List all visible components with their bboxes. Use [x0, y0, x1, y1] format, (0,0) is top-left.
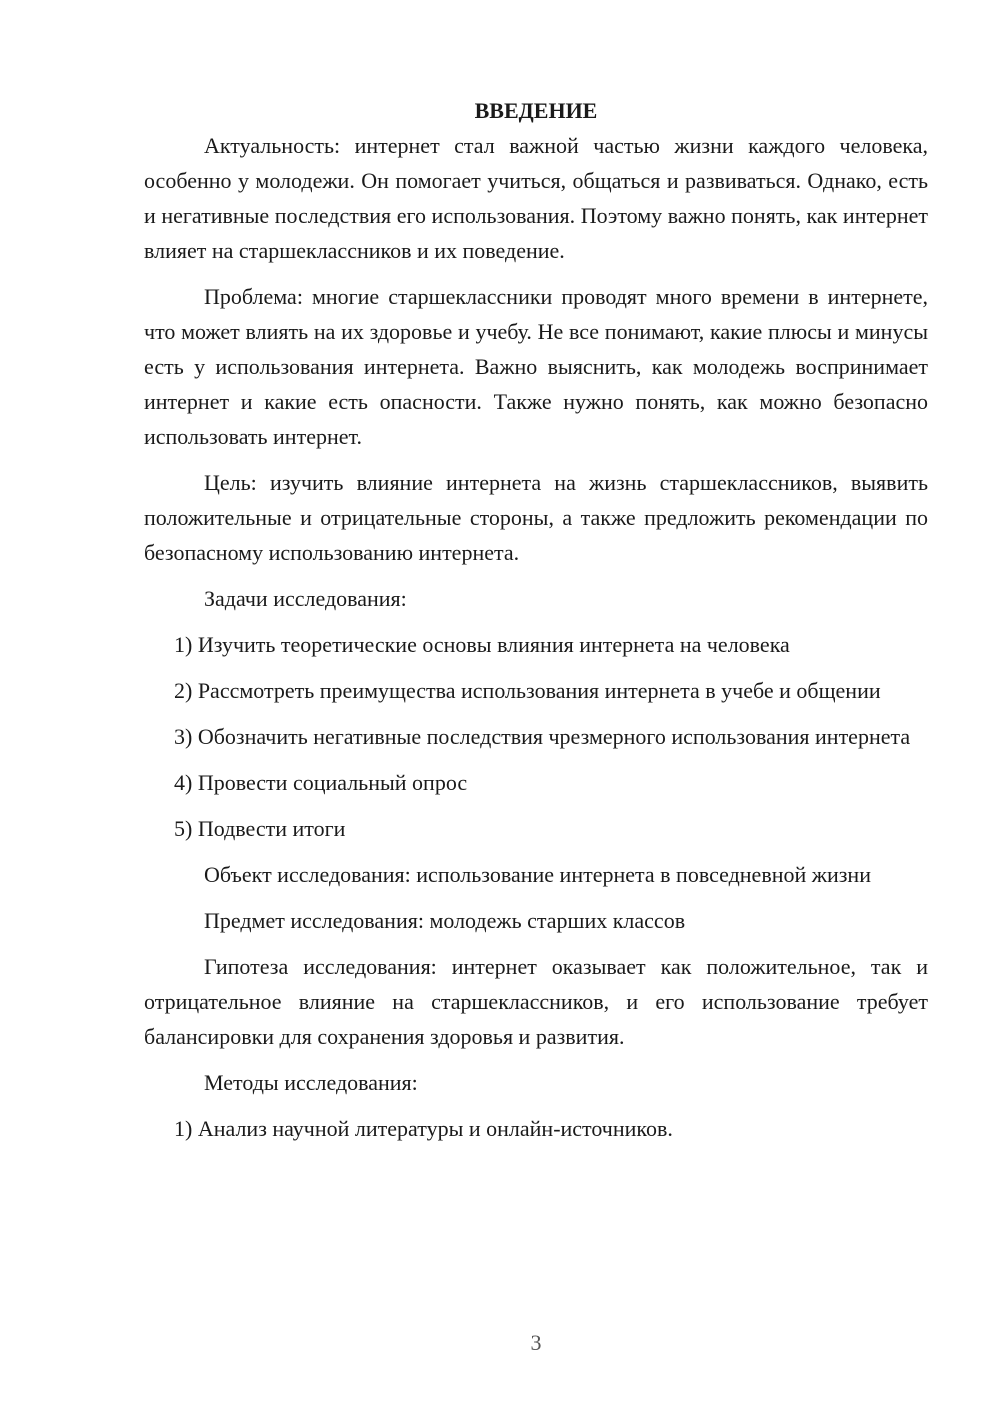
goal-paragraph: Цель: изучить влияние интернета на жизнь старшеклассников, выявить положительные и отрицательные стороны, а также предложить рекомендации по безопасному использованию интернета. — [144, 470, 928, 565]
relevance-paragraph: Актуальность: интернет стал важной частью жизни каждого человека, особенно у молодежи. Он помогает учиться, общаться и развиваться. Однако, есть и негативные последствия его использования. Поэтому важно понять, как интернет влияет на старшеклассников и их поведение. — [144, 133, 928, 263]
page-content — [144, 93, 928, 1157]
task-item: 4) Провести социальный опрос — [174, 770, 468, 795]
task-item: 3) Обозначить негативные последствия чрезмерного использования интернета — [174, 724, 911, 749]
object-paragraph: Объект исследования: использование интернета в повседневной жизни — [204, 862, 871, 887]
problem-paragraph: Проблема: многие старшеклассники проводят много времени в интернете, что может влиять на их здоровье и учебу. Не все понимают, какие плюсы и минусы есть у использования интернета. Важно выяснить, как молодежь воспринимает интернет и какие есть опасности. Также нужно понять, как можно безопасно использовать интернет. — [144, 284, 928, 449]
subject-paragraph: Предмет исследования: молодежь старших классов — [204, 908, 686, 933]
task-item: 5) Подвести итоги — [174, 816, 346, 841]
methods-heading: Методы исследования: — [204, 1070, 418, 1095]
task-item: 2) Рассмотреть преимущества использования интернета в учебе и общении — [174, 678, 881, 703]
method-item: 1) Анализ научной литературы и онлайн-источников. — [174, 1116, 673, 1141]
tasks-heading: Задачи исследования: — [204, 586, 407, 611]
section-title: ВВЕДЕНИЕ — [474, 98, 598, 123]
task-item: 1) Изучить теоретические основы влияния интернета на человека — [174, 632, 790, 657]
hypothesis-paragraph: Гипотеза исследования: интернет оказывает как положительное, так и отрицательное влияние на старшеклассников, и его использование требует балансировки для сохранения здоровья и развития. — [144, 954, 928, 1049]
page-number: 3 — [530, 1330, 542, 1355]
